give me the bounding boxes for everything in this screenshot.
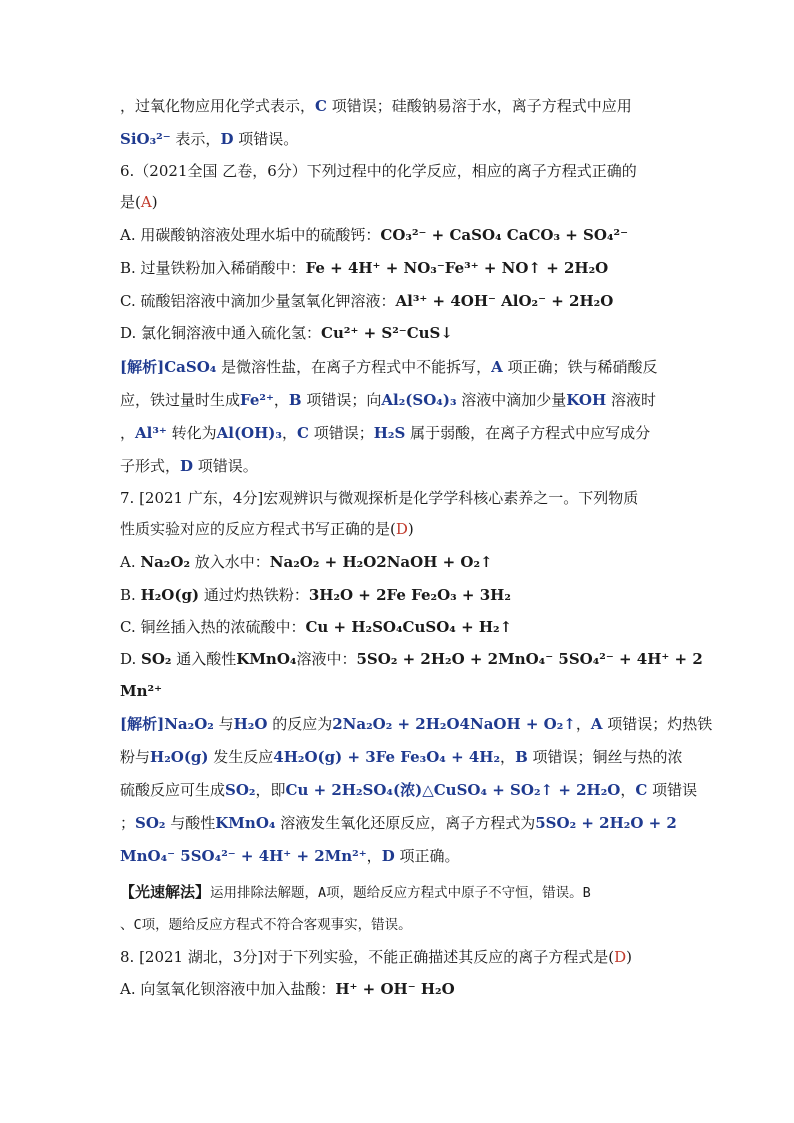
- text-line: [120, 551, 680, 573]
- text-segment: 与酸性: [165, 814, 216, 832]
- text-segment: A. 用碳酸钠溶液处理水垢中的硫酸钙：: [120, 226, 381, 244]
- text-segment: KMnO₄: [215, 814, 276, 832]
- text-segment: A: [590, 715, 603, 733]
- text-segment: 溶液中：: [296, 650, 357, 668]
- text-segment: Al₂(SO₄)₃: [381, 391, 457, 409]
- text-line: [120, 713, 713, 735]
- text-line: [120, 584, 680, 606]
- text-segment: KMnO₄: [236, 650, 297, 668]
- text-segment: C: [315, 97, 327, 115]
- text-segment: 表示，: [170, 130, 221, 148]
- text-segment: 项正确；铁与稀硝酸反: [502, 358, 658, 376]
- text-segment: 应，铁过量时生成: [120, 391, 241, 409]
- text-segment: 溶液时: [606, 391, 656, 409]
- text-segment: 是(: [120, 193, 141, 211]
- text-segment: H₂O(g): [140, 586, 200, 604]
- text-segment: SO₂: [135, 814, 166, 832]
- text-segment: 通过灼热铁粉：: [199, 586, 309, 604]
- text-segment: ，: [575, 715, 591, 733]
- text-segment: 运用排除法解题，A项，题给反应方程式中原子不守恒，错误。B: [210, 885, 591, 901]
- text-segment: 的反应为: [267, 715, 333, 733]
- text-line: [120, 881, 680, 904]
- text-segment: SiO₃²⁻: [120, 130, 171, 148]
- text-segment: H₂O(g): [150, 748, 209, 766]
- text-segment: 溶液中滴加少量: [456, 391, 567, 409]
- text-line: [120, 224, 680, 246]
- text-segment: D: [180, 457, 194, 475]
- text-segment: ): [626, 948, 633, 966]
- text-segment: 硫酸反应可生成: [120, 781, 226, 799]
- text-segment: 4H₂O(g) + 3Fe Fe₃O₄ + 4H₂: [273, 748, 501, 766]
- text-line: [120, 616, 680, 638]
- text-segment: 项错误；铜丝与热的浓: [527, 748, 683, 766]
- text-segment: Na₂O₂: [164, 715, 214, 733]
- text-line: [120, 978, 680, 1000]
- text-segment: H⁺ + OH⁻ H₂O: [335, 980, 455, 998]
- text-segment: ): [151, 193, 158, 211]
- text-line: [120, 160, 680, 182]
- text-segment: B. 过量铁粉加入稀硝酸中：: [120, 259, 306, 277]
- text-line: [120, 680, 680, 702]
- text-segment: D: [395, 520, 408, 538]
- text-segment: ，: [620, 781, 636, 799]
- text-segment: Fe²⁺: [240, 391, 274, 409]
- text-segment: Na₂O₂: [140, 553, 191, 571]
- text-segment: Cu + 2H₂SO₄(浓)△CuSO₄ + SO₂↑ + 2H₂O: [285, 781, 621, 799]
- text-line: [120, 95, 680, 117]
- text-segment: 、C项，题给反应方程式不符合客观事实，错误。: [120, 917, 412, 933]
- text-segment: C: [296, 424, 309, 442]
- text-segment: Mn²⁺: [120, 682, 162, 700]
- text-segment: B: [515, 748, 528, 766]
- text-segment: D: [614, 948, 627, 966]
- text-segment: ，过氧化物应用化学式表示，: [120, 97, 316, 115]
- text-line: [120, 487, 680, 509]
- text-segment: A.: [120, 553, 141, 571]
- text-segment: D: [220, 130, 234, 148]
- text-segment: Al(OH)₃: [216, 424, 282, 442]
- text-segment: 粉与: [120, 748, 151, 766]
- text-segment: 转化为: [166, 424, 217, 442]
- text-segment: B: [288, 391, 302, 409]
- text-line: [120, 422, 680, 444]
- text-segment: MnO₄⁻ 5SO₄²⁻ + 4H⁺ + 2Mn²⁺: [120, 847, 367, 865]
- text-segment: C. 硫酸铝溶液中滴加少量氢氧化钾溶液：: [120, 292, 396, 310]
- text-line: [120, 322, 680, 344]
- text-segment: KOH: [566, 391, 607, 409]
- text-segment: 项正确。: [394, 847, 460, 865]
- text-segment: H₂S: [373, 424, 406, 442]
- text-segment: ，: [273, 391, 289, 409]
- text-line: [120, 356, 680, 378]
- text-segment: 是微溶性盐，在离子方程式中不能拆写，: [216, 358, 492, 376]
- text-segment: ，: [366, 847, 382, 865]
- text-segment: [解析]: [120, 715, 165, 733]
- text-segment: 2Na₂O₂ + 2H₂O4NaOH + O₂↑: [332, 715, 576, 733]
- text-segment: Al³⁺: [135, 424, 167, 442]
- text-segment: H₂O: [233, 715, 268, 733]
- text-segment: D: [381, 847, 395, 865]
- text-line: [120, 746, 683, 768]
- text-segment: ，: [500, 748, 516, 766]
- text-segment: 8. [2021 湖北，3分]对于下列实验，不能正确描述其反应的离子方程式是(: [120, 948, 615, 966]
- text-segment: 项错误: [647, 781, 698, 799]
- text-line: [120, 257, 680, 279]
- text-segment: 【光速解法】: [120, 883, 211, 901]
- text-segment: 5SO₂ + 2H₂O + 2: [535, 814, 677, 832]
- text-segment: C. 铜丝插入热的浓硫酸中：: [120, 618, 306, 636]
- text-segment: CO₃²⁻ + CaSO₄ CaCO₃ + SO₄²⁻: [380, 226, 628, 244]
- text-segment: 溶液发生氧化还原反应，离子方程式为: [275, 814, 536, 832]
- text-segment: 放入水中：: [190, 553, 270, 571]
- text-segment: [解析]: [120, 358, 165, 376]
- text-segment: CaSO₄: [164, 358, 217, 376]
- text-segment: 5SO₂ + 2H₂O + 2MnO₄⁻ 5SO₄²⁻ + 4H⁺ + 2: [356, 650, 703, 668]
- text-segment: Al³⁺ + 4OH⁻ AlO₂⁻ + 2H₂O: [395, 292, 614, 310]
- text-segment: 项错误；硅酸钠易溶于水，离子方程式中应用: [326, 97, 632, 115]
- text-segment: 项错误。: [233, 130, 299, 148]
- text-segment: B.: [120, 586, 141, 604]
- text-line: [120, 946, 680, 968]
- text-segment: ；: [120, 814, 136, 832]
- text-segment: 3H₂O + 2Fe Fe₂O₃ + 3H₂: [308, 586, 511, 604]
- text-line: [120, 779, 698, 801]
- text-segment: ，: [281, 424, 297, 442]
- text-segment: 属于弱酸，在离子方程式中应写成分: [405, 424, 651, 442]
- text-segment: 6.（2021全国 乙卷，6分）下列过程中的化学反应，相应的离子方程式正确的: [120, 162, 637, 180]
- text-segment: A. 向氢氧化钡溶液中加入盐酸：: [120, 980, 336, 998]
- text-segment: Na₂O₂ + H₂O2NaOH + O₂↑: [269, 553, 493, 571]
- text-line: [120, 913, 680, 936]
- text-segment: 项错误；向: [301, 391, 382, 409]
- text-segment: 性质实验对应的反应方程式书写正确的是(: [120, 520, 396, 538]
- text-line: [120, 812, 680, 834]
- text-segment: 发生反应: [208, 748, 274, 766]
- text-segment: 与: [213, 715, 234, 733]
- text-segment: 项错误；: [308, 424, 374, 442]
- text-segment: Fe + 4H⁺ + NO₃⁻Fe³⁺ + NO↑ + 2H₂O: [305, 259, 609, 277]
- text-line: [120, 455, 680, 477]
- text-segment: SO₂: [225, 781, 256, 799]
- text-segment: 项错误。: [193, 457, 258, 475]
- text-segment: 7. [2021 广东，4分]宏观辨识与微观探析是化学学科核心素养之一。下列物质: [120, 489, 639, 507]
- text-line: [120, 389, 680, 411]
- text-segment: 项错误；灼热铁: [602, 715, 713, 733]
- text-segment: D. 氯化铜溶液中通入硫化氢：: [120, 324, 322, 342]
- text-segment: D.: [120, 650, 142, 668]
- text-segment: C: [635, 781, 648, 799]
- text-segment: Cu + H₂SO₄CuSO₄ + H₂↑: [305, 618, 513, 636]
- text-segment: A: [140, 193, 152, 211]
- text-segment: 子形式，: [120, 457, 181, 475]
- text-segment: 通入酸性: [171, 650, 237, 668]
- text-line: [120, 128, 680, 150]
- text-segment: SO₂: [141, 650, 172, 668]
- text-line: [120, 845, 680, 867]
- text-line: [120, 518, 680, 540]
- text-segment: ): [407, 520, 414, 538]
- text-line: [120, 191, 680, 213]
- text-line: [120, 648, 703, 670]
- text-segment: ，: [120, 424, 136, 442]
- text-segment: A: [491, 358, 503, 376]
- text-segment: Cu²⁺ + S²⁻CuS↓: [321, 324, 453, 342]
- text-line: [120, 290, 680, 312]
- text-segment: ，即: [255, 781, 286, 799]
